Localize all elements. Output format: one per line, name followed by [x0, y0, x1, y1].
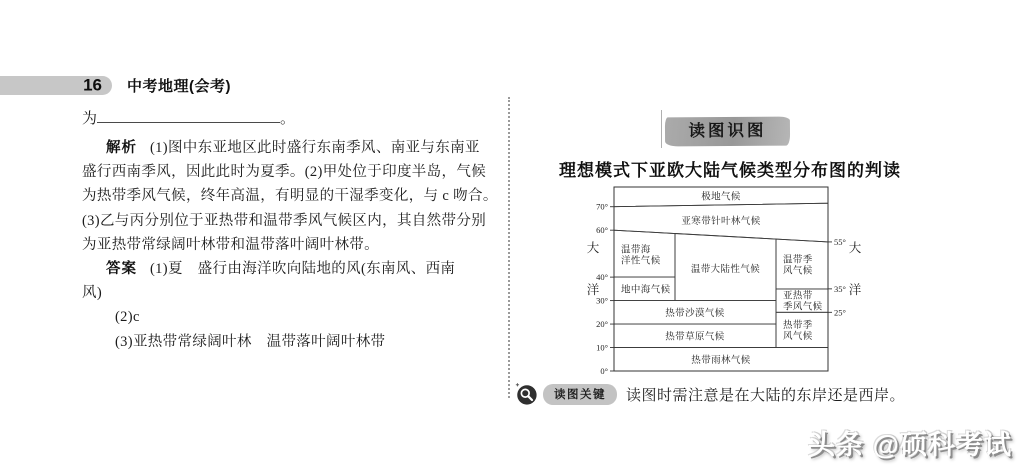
region-label: 极地气候 [701, 192, 741, 203]
analysis-line: 为热带季风气候，终年高温，有明显的干湿季变化，与 c 吻合。 [82, 188, 498, 205]
lat-label-left: 60° [596, 225, 608, 236]
watermark: 头条 @硕科考试 [808, 430, 1012, 460]
ocean-label-right: 大 [848, 241, 862, 255]
analysis-line: 解析 (1)图中东亚地区此时盛行东南季风、南亚与东南亚 [106, 140, 480, 156]
fill-suffix: 。 [280, 111, 296, 127]
region-label: 亚寒带针叶林气候 [681, 217, 761, 228]
lat-label-left: 0° [600, 366, 608, 376]
section-banner: 读图识图 [665, 117, 790, 147]
answer-item-2: (2)c [115, 309, 140, 326]
lat-label-left: 20° [596, 319, 608, 330]
answer-column [82, 136, 496, 354]
answer-line: 答案 (1)夏 盛行由海洋吹向陆地的风(东南风、西南 [106, 260, 456, 277]
column-divider [508, 97, 510, 398]
ocean-label-left: 大 [586, 241, 600, 255]
lat-label-left: 30° [596, 295, 608, 306]
region-label: 风气候 [782, 266, 813, 277]
climate-diagram [575, 184, 865, 380]
analysis-line: (3)乙与丙分别位于亚热带和温带季风气候区内，其自然带分别 [82, 212, 487, 229]
answer-line: 风) [82, 285, 103, 302]
key-note-text: 读图时需注意是在大陆的东岸还是西岸。 [626, 387, 906, 404]
region-label: 温带季 [782, 255, 813, 266]
lat-label-right: 35° [834, 283, 846, 294]
analysis-line: 盛行西南季风，因此此时为夏季。(2)甲处位于印度半岛，气候 [82, 164, 487, 181]
region-label: 亚热带 [782, 291, 813, 302]
diagram-border [614, 187, 828, 371]
analysis-line: 为亚热带常绿阔叶林带和温带落叶阔叶林带。 [82, 236, 379, 253]
region-label: 洋性气候 [621, 256, 661, 267]
ocean-label-right: 洋 [848, 283, 862, 297]
lat-label-right: 55° [834, 236, 846, 247]
region-label: 地中海气候 [621, 285, 671, 296]
lat-label-left: 70° [596, 201, 608, 212]
region-label: 热带草原气候 [665, 332, 725, 343]
magnifier-icon [514, 382, 538, 406]
lat-label-left: 40° [596, 272, 608, 283]
analysis-label: 解析 [106, 140, 137, 156]
region-label: 温带海 [621, 245, 651, 256]
region-label: 温带大陆性气候 [690, 264, 761, 275]
ocean-label-left: 洋 [586, 283, 600, 297]
lat-label-right: 25° [834, 307, 846, 318]
answer-item-3: (3)亚热带常绿阔叶林 温带落叶阔叶林带 [115, 333, 386, 350]
region-label: 风气候 [782, 331, 813, 342]
book-title: 中考地理(会考) [127, 78, 231, 95]
region-label: 热带季 [782, 320, 813, 331]
region-label: 热带雨林气候 [691, 355, 751, 366]
chart-title: 理想模式下亚欧大陆气候类型分布图的判读 [559, 161, 901, 180]
region-label: 热带沙漠气候 [665, 308, 725, 319]
banner-tick-line [661, 110, 662, 148]
answer-label: 答案 [106, 260, 137, 277]
lat-label-left: 10° [596, 342, 608, 353]
key-badge: 读图关键 [543, 384, 617, 405]
fill-prefix: 为 [82, 111, 98, 127]
page-number-bar [0, 76, 112, 95]
page-number: 16 [83, 75, 102, 95]
blank-underline [97, 107, 280, 123]
region-label: 季风气候 [782, 302, 823, 313]
fill-in-blank-line [82, 107, 295, 131]
key-note-row [514, 381, 905, 407]
